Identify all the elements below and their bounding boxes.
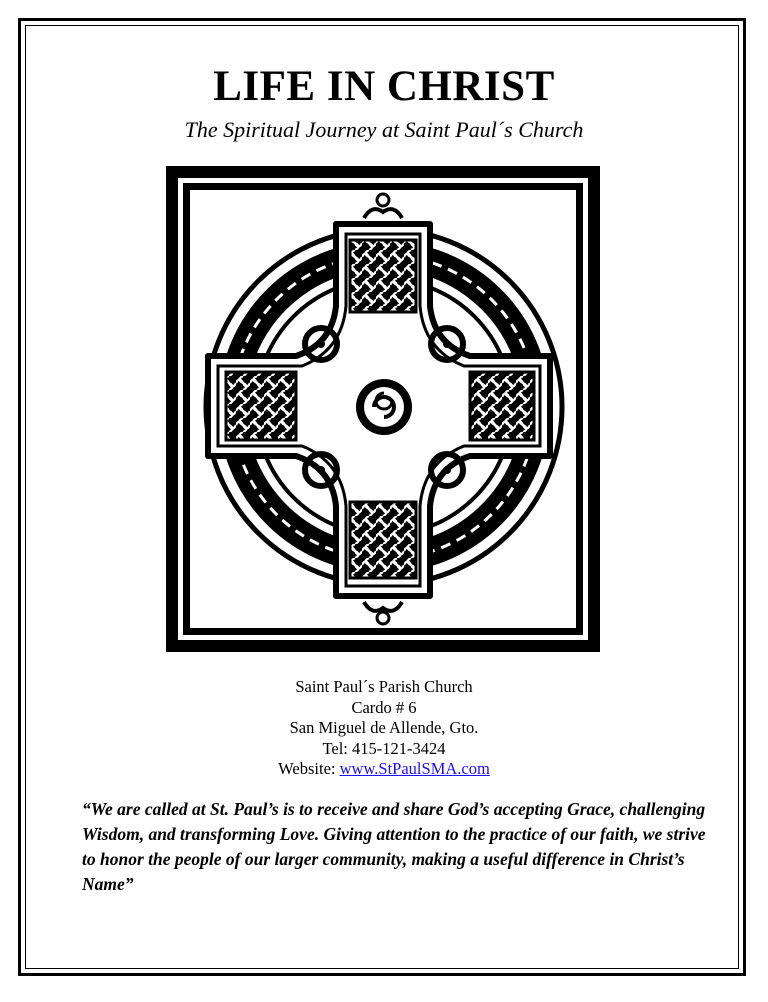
page-subtitle: The Spiritual Journey at Saint Paul´s Church (184, 117, 584, 142)
celtic-cross-icon (166, 166, 600, 652)
mission-statement: “We are called at St. Paul’s is to receive and share God’s accepting Grace, challenging Wisdom, and transforming Love. Giving attention to the practice of our faith, we strive to honor the people of our larger community, making a useful difference in Christ’s Name” (82, 799, 706, 894)
church-name: Saint Paul´s Parish Church (295, 677, 473, 696)
city-address: San Miguel de Allende, Gto. (289, 718, 479, 737)
phone-number: Tel: 415-121-3424 (322, 738, 446, 758)
website-link[interactable]: www.StPaulSMA.com (339, 759, 490, 778)
page-title: LIFE IN CHRIST (213, 63, 555, 110)
street-address: Cardo # 6 (351, 697, 417, 717)
cross-illustration-frame (166, 166, 600, 652)
website-label: Website: (278, 759, 340, 778)
website-line (0, 759, 768, 780)
church-address-block (0, 677, 768, 780)
